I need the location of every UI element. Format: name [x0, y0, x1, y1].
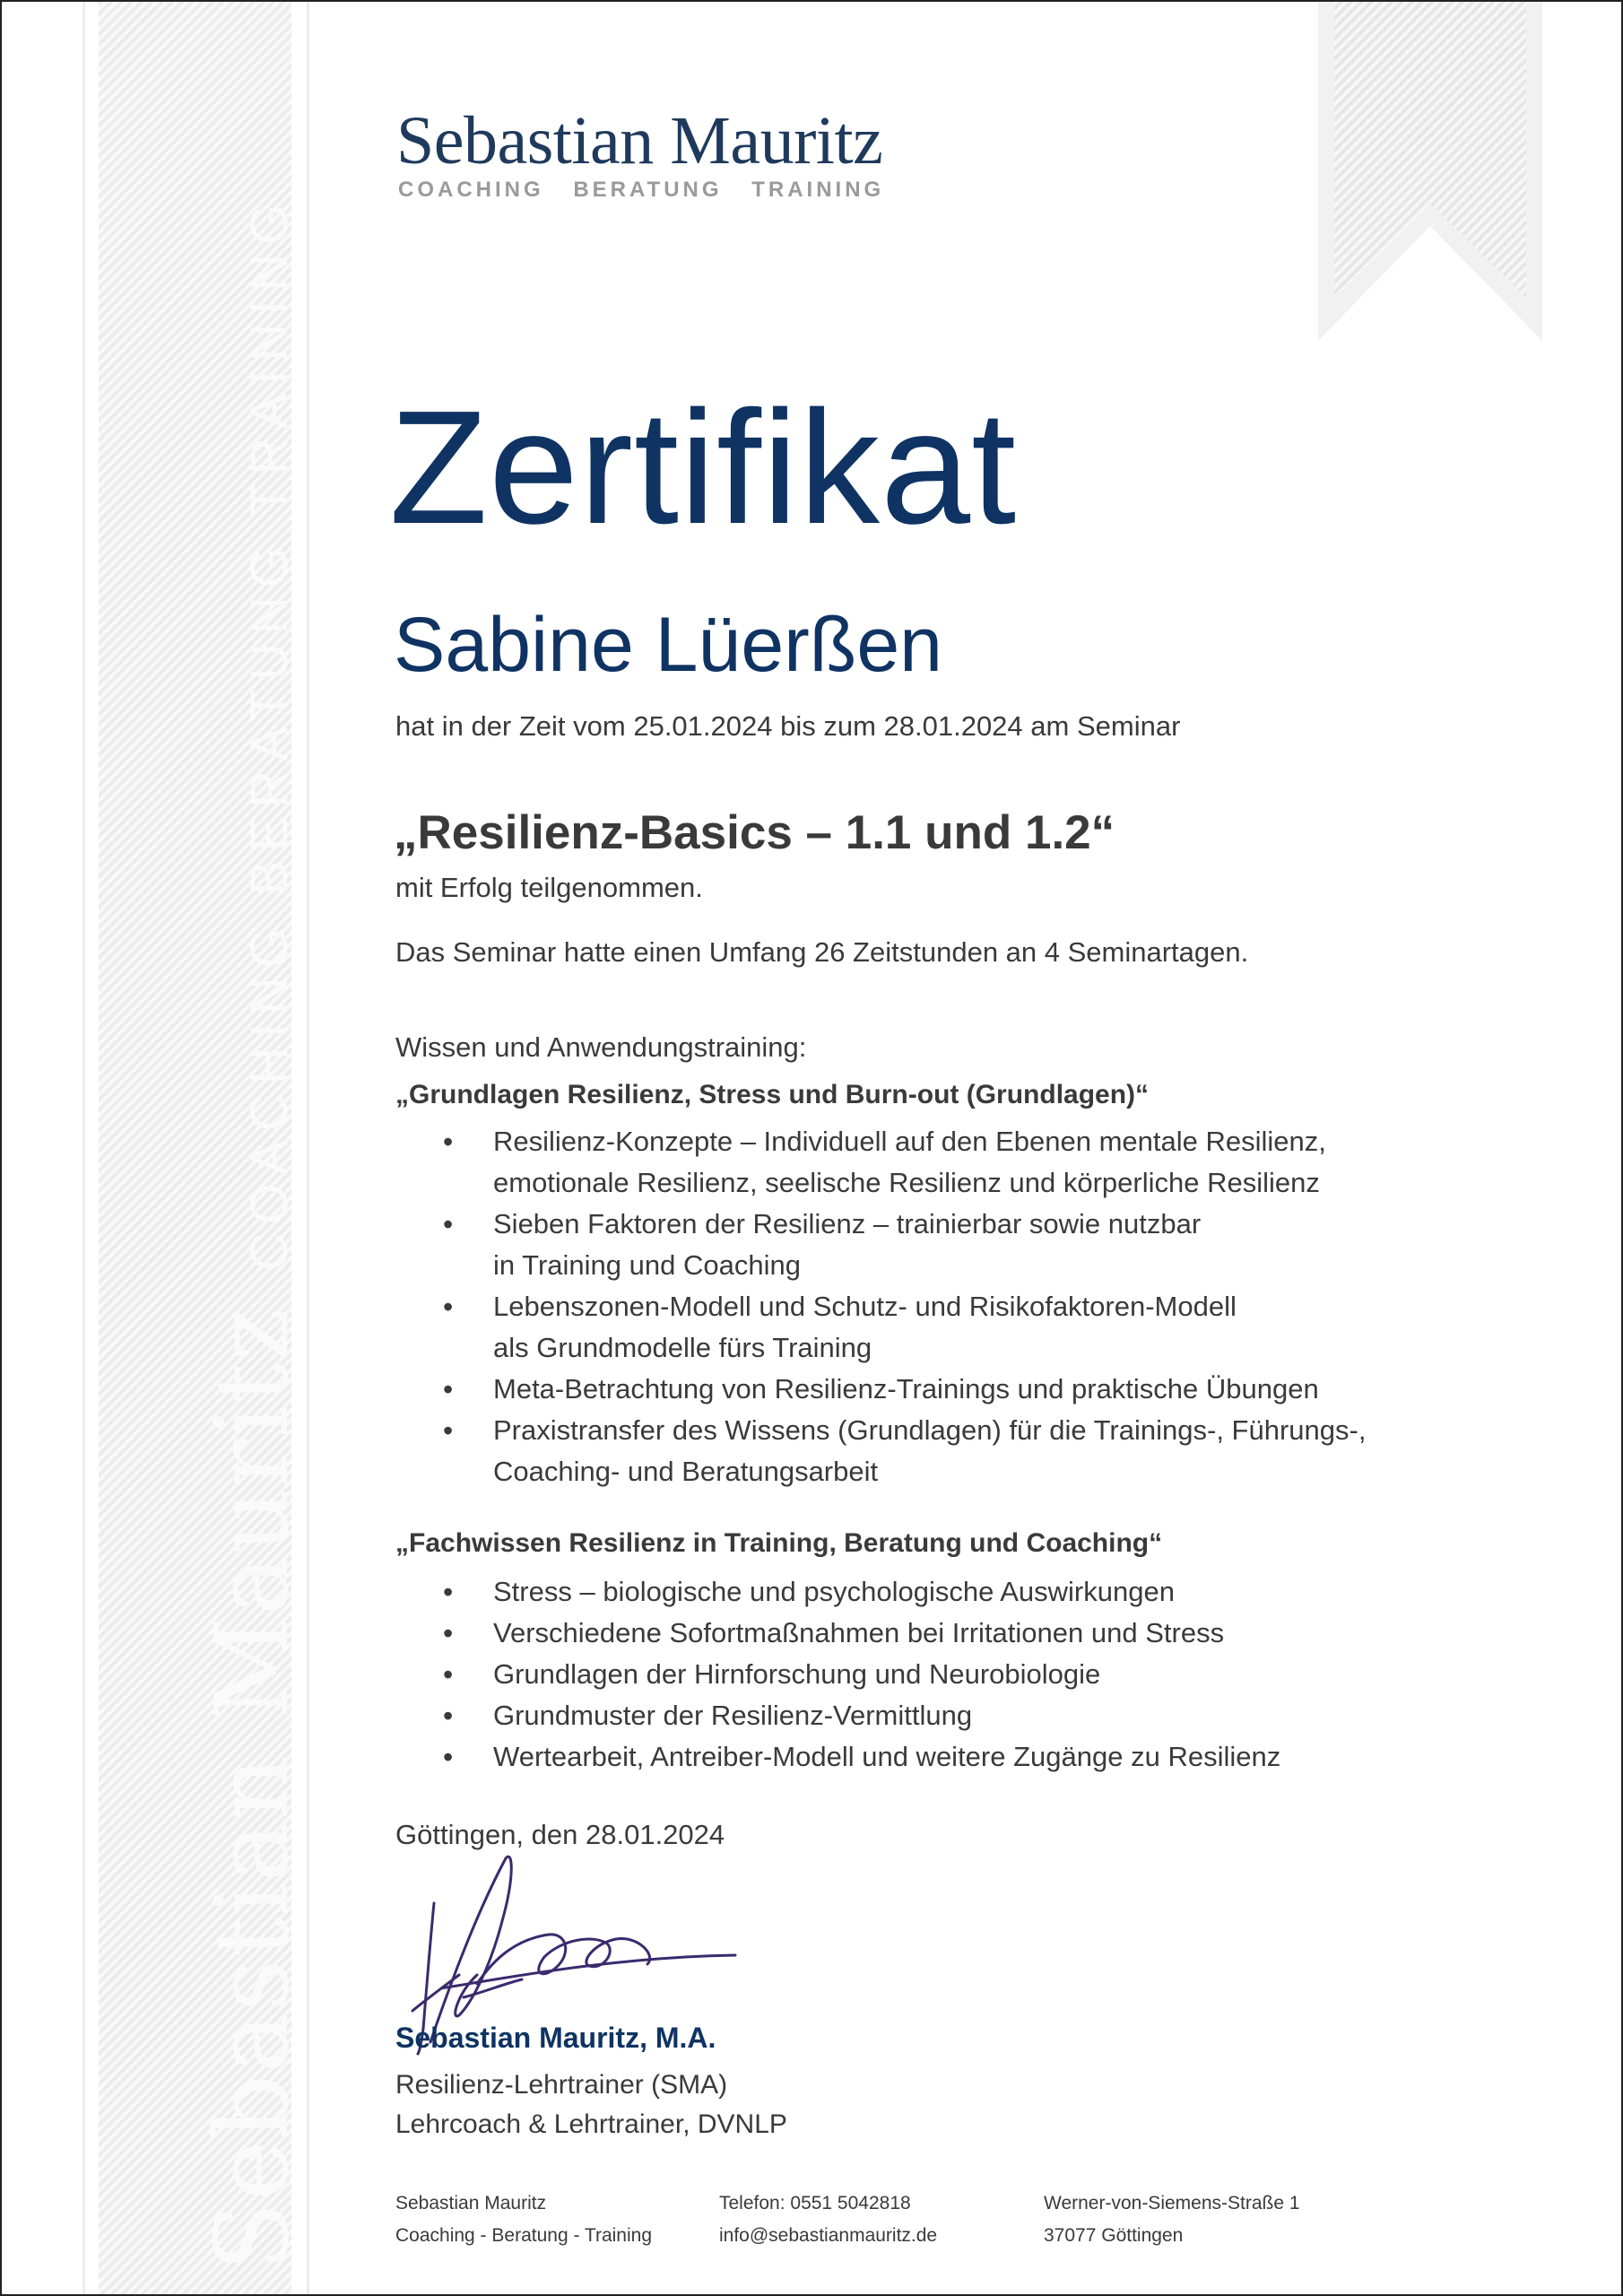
side-watermark: Sebastian MauritzCOACHING BERATUNG TRAINING: [195, 195, 311, 2271]
footer-city: 37077 Göttingen: [1044, 2225, 1184, 2246]
recipient-name: Sabine Lüerßen: [394, 602, 942, 688]
ribbon-bookmark-icon: [1318, 2, 1542, 343]
list-item: • Resilienz-Konzepte – Individuell auf den Ebenen mentale Resilienz, emotionale Resilienz, seelische Resilienz und körperliche Resilienz: [493, 1121, 1366, 1204]
signer-role: Resilienz-Lehrtrainer (SMA): [395, 2070, 728, 2100]
place-date: Göttingen, den 28.01.2024: [395, 1819, 725, 1850]
topic-list: [493, 1571, 1280, 1778]
period-text: hat in der Zeit vom 25.01.2024 bis zum 28.01.2024 am Seminar: [395, 710, 1181, 742]
footer-tagline: Coaching - Beratung - Training: [395, 2225, 652, 2246]
list-item: • Lebenszonen-Modell und Schutz- und Risikofaktoren-Modell als Grundmodelle fürs Training: [493, 1286, 1366, 1369]
list-item: • Praxistransfer des Wissens (Grundlagen) für die Trainings-, Führungs-, Coaching- und Beratungsarbeit: [493, 1410, 1366, 1492]
seminar-title: „Resilienz-Basics – 1.1 und 1.2“: [394, 806, 1115, 859]
certificate-title: Zertifikat: [389, 378, 1018, 558]
signer-role: Lehrcoach & Lehrtrainer, DVNLP: [395, 2109, 787, 2139]
logo-tagline: COACHING BERATUNG TRAINING: [398, 178, 885, 202]
side-border-line: [82, 2, 85, 2296]
completion-text: mit Erfolg teilgenommen.: [395, 872, 703, 903]
list-item: • Wertearbeit, Antreiber-Modell und weitere Zugänge zu Resilienz: [493, 1736, 1280, 1778]
section-heading: „Fachwissen Resilienz in Training, Beratung und Coaching“: [395, 1528, 1163, 1558]
topic-list: [493, 1121, 1366, 1492]
footer-email: info@sebastianmauritz.de: [719, 2225, 938, 2246]
footer-phone: Telefon: 0551 5042818: [719, 2193, 911, 2213]
intro-text: Wissen und Anwendungstraining:: [395, 1031, 807, 1063]
list-item: • Stress – biologische und psychologische Auswirkungen: [493, 1571, 1280, 1613]
list-item: • Grundlagen der Hirnforschung und Neurobiologie: [493, 1654, 1280, 1695]
signer-name: Sebastian Mauritz, M.A.: [395, 2022, 716, 2054]
list-item: • Meta-Betrachtung von Resilienz-Trainings und praktische Übungen: [493, 1369, 1366, 1410]
list-item: • Grundmuster der Resilienz-Vermittlung: [493, 1695, 1280, 1736]
footer-street: Werner-von-Siemens-Straße 1: [1044, 2193, 1300, 2213]
section-heading: „Grundlagen Resilienz, Stress und Burn-out (Grundlagen)“: [395, 1080, 1150, 1109]
list-item: • Verschiedene Sofortmaßnahmen bei Irritationen und Stress: [493, 1613, 1280, 1654]
list-item: • Sieben Faktoren der Resilienz – trainierbar sowie nutzbar in Training und Coaching: [493, 1204, 1366, 1286]
footer-name: Sebastian Mauritz: [395, 2193, 547, 2213]
scope-text: Das Seminar hatte einen Umfang 26 Zeitstunden an 4 Seminartagen.: [395, 936, 1249, 968]
logo-name: Sebastian Mauritz: [396, 103, 883, 178]
